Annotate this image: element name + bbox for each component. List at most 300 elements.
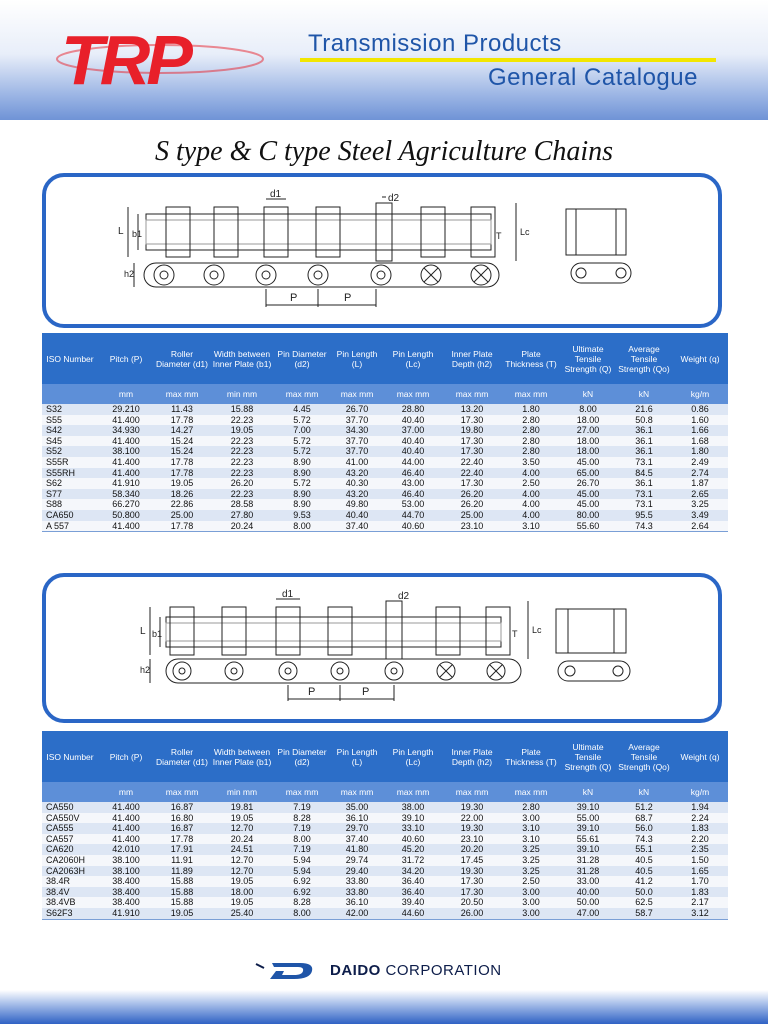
page-header <box>0 0 768 120</box>
table-cell: 55.61 <box>560 834 616 845</box>
table-cell: 53.00 <box>384 499 442 510</box>
table-cell: 19.05 <box>154 478 210 489</box>
table-cell: 42.010 <box>98 844 154 855</box>
unit-cell: max mm <box>154 782 210 802</box>
table-cell: 29.40 <box>330 866 384 877</box>
table-cell: 38.100 <box>98 866 154 877</box>
table-cell: 4.00 <box>502 510 560 521</box>
table-cell: 37.70 <box>330 415 384 426</box>
table-cell: 7.00 <box>274 425 330 436</box>
table-cell: 3.00 <box>502 887 560 898</box>
table-cell: 3.10 <box>502 521 560 532</box>
table-cell: 84.5 <box>616 468 672 479</box>
table-cell: 7.19 <box>274 823 330 834</box>
label-L: L <box>118 226 124 237</box>
daido-brand: DAIDO <box>330 962 381 979</box>
table-row <box>42 415 728 426</box>
table-cell: 29.70 <box>330 823 384 834</box>
table-cell: 1.68 <box>672 436 728 447</box>
col-header: Plate Thickness (T) <box>502 333 560 384</box>
label-d2: d2 <box>388 193 400 204</box>
col-header: Roller Diameter (d1) <box>154 333 210 384</box>
table-cell: 41.910 <box>98 478 154 489</box>
table-cell: 49.80 <box>330 499 384 510</box>
table-row <box>42 425 728 436</box>
table-cell: 40.30 <box>330 478 384 489</box>
table-cell: 26.70 <box>330 404 384 415</box>
iso-number-cell: A 557 <box>42 521 98 532</box>
table-cell: 17.78 <box>154 457 210 468</box>
table-row <box>42 478 728 489</box>
iso-number-cell: S42 <box>42 425 98 436</box>
col-header: Pin Length (L) <box>330 333 384 384</box>
unit-cell: kN <box>616 384 672 404</box>
table-cell: 40.00 <box>560 887 616 898</box>
table-row <box>42 887 728 898</box>
table-cell: 12.70 <box>210 855 274 866</box>
unit-cell: kN <box>616 782 672 802</box>
label-h2: h2 <box>140 665 151 675</box>
table-cell: 33.80 <box>330 887 384 898</box>
iso-number-cell: CA2060H <box>42 855 98 866</box>
table-cell: 38.400 <box>98 887 154 898</box>
s-type-spec-table <box>42 333 728 532</box>
table-cell: 13.20 <box>442 404 502 415</box>
col-header: Ultimate Tensile Strength (Q) <box>560 731 616 782</box>
table-cell: 1.70 <box>672 876 728 887</box>
table-cell: 58.340 <box>98 489 154 500</box>
table-cell: 15.88 <box>210 404 274 415</box>
table-cell: 37.70 <box>330 446 384 457</box>
table-cell: 41.400 <box>98 802 154 813</box>
table-cell: 68.7 <box>616 813 672 824</box>
table-cell: 6.92 <box>274 887 330 898</box>
table-row <box>42 813 728 824</box>
table-cell: 17.30 <box>442 887 502 898</box>
table-cell: 29.210 <box>98 404 154 415</box>
table-cell: 8.00 <box>274 834 330 845</box>
iso-number-cell: S45 <box>42 436 98 447</box>
label-P-2: P <box>344 292 352 304</box>
page-title: S type & C type Steel Agriculture Chains <box>154 136 614 167</box>
table-cell: 74.3 <box>616 521 672 532</box>
table-cell: 45.00 <box>560 489 616 500</box>
iso-number-cell: CA550V <box>42 813 98 824</box>
table-cell: 16.87 <box>154 823 210 834</box>
table-cell: 33.10 <box>384 823 442 834</box>
table-cell: 3.00 <box>502 897 560 908</box>
table-cell: 17.78 <box>154 834 210 845</box>
table-cell: 65.00 <box>560 468 616 479</box>
table-cell: 95.5 <box>616 510 672 521</box>
table-cell: 3.50 <box>502 457 560 468</box>
col-header: Width between Inner Plate (b1) <box>210 731 274 782</box>
table-row <box>42 897 728 908</box>
table-row <box>42 866 728 877</box>
table-cell: 40.40 <box>330 510 384 521</box>
table-cell: 25.40 <box>210 908 274 919</box>
table-cell: 8.00 <box>274 521 330 532</box>
iso-number-cell: CA2063H <box>42 866 98 877</box>
label-b1: b1 <box>152 629 163 639</box>
table-cell: 17.91 <box>154 844 210 855</box>
table-cell: 21.6 <box>616 404 672 415</box>
c-type-chain-drawing <box>42 573 722 723</box>
table-cell: 1.80 <box>672 446 728 457</box>
table-cell: 2.64 <box>672 521 728 532</box>
table-cell: 26.70 <box>560 478 616 489</box>
table-cell: 23.10 <box>442 834 502 845</box>
label-b1: b1 <box>132 229 143 239</box>
s-type-table <box>42 333 728 532</box>
iso-number-cell: S52 <box>42 446 98 457</box>
table-cell: 36.10 <box>330 897 384 908</box>
table-cell: 26.20 <box>442 489 502 500</box>
table-row <box>42 457 728 468</box>
unit-cell: max mm <box>502 782 560 802</box>
iso-number-cell: 38.4V <box>42 887 98 898</box>
table-cell: 39.40 <box>384 897 442 908</box>
table-row <box>42 404 728 415</box>
table-cell: 22.00 <box>442 813 502 824</box>
table-cell: 1.65 <box>672 866 728 877</box>
table-cell: 8.00 <box>274 908 330 919</box>
table-cell: 26.20 <box>210 478 274 489</box>
table-cell: 15.88 <box>154 897 210 908</box>
table-cell: 40.40 <box>384 436 442 447</box>
table-cell: 1.83 <box>672 887 728 898</box>
table-cell: 40.5 <box>616 855 672 866</box>
table-row <box>42 510 728 521</box>
col-header: Inner Plate Depth (h2) <box>442 731 502 782</box>
table-cell: 38.100 <box>98 855 154 866</box>
table-row <box>42 436 728 447</box>
table-cell: 36.1 <box>616 446 672 457</box>
table-cell: 20.20 <box>442 844 502 855</box>
table-cell: 4.00 <box>502 499 560 510</box>
catalogue-subtitle: General Catalogue <box>488 64 698 91</box>
unit-cell: min mm <box>210 782 274 802</box>
table-row <box>42 908 728 919</box>
unit-cell <box>42 782 98 802</box>
table-cell: 62.5 <box>616 897 672 908</box>
col-header: Pin Diameter (d2) <box>274 731 330 782</box>
table-cell: 41.400 <box>98 834 154 845</box>
table-cell: 7.19 <box>274 802 330 813</box>
table-cell: 2.49 <box>672 457 728 468</box>
table-cell: 22.40 <box>442 457 502 468</box>
unit-cell: mm <box>98 384 154 404</box>
table-cell: 2.24 <box>672 813 728 824</box>
label-P-2: P <box>362 686 370 698</box>
c-type-chain-svg <box>46 577 726 727</box>
table-cell: 38.400 <box>98 876 154 887</box>
table-cell: 36.40 <box>384 887 442 898</box>
table-cell: 51.2 <box>616 802 672 813</box>
table-cell: 17.45 <box>442 855 502 866</box>
label-d1: d1 <box>270 189 282 200</box>
table-cell: 34.20 <box>384 866 442 877</box>
table-cell: 40.60 <box>384 834 442 845</box>
table-cell: 22.86 <box>154 499 210 510</box>
table-cell: 22.23 <box>210 436 274 447</box>
table-cell: 23.10 <box>442 521 502 532</box>
table-cell: 55.00 <box>560 813 616 824</box>
table-cell: 27.00 <box>560 425 616 436</box>
table-cell: 19.05 <box>210 425 274 436</box>
table-cell: 74.3 <box>616 834 672 845</box>
table-cell: 7.19 <box>274 844 330 855</box>
table-cell: 37.00 <box>384 425 442 436</box>
label-P-1: P <box>290 292 298 304</box>
table-cell: 18.26 <box>154 489 210 500</box>
iso-number-cell: S55RH <box>42 468 98 479</box>
table-cell: 22.40 <box>442 468 502 479</box>
table-cell: 50.0 <box>616 887 672 898</box>
table-cell: 8.90 <box>274 489 330 500</box>
table-cell: 11.43 <box>154 404 210 415</box>
table-row <box>42 521 728 532</box>
table-cell: 15.24 <box>154 436 210 447</box>
table-cell: 28.80 <box>384 404 442 415</box>
table-cell: 3.25 <box>672 499 728 510</box>
table-cell: 2.80 <box>502 446 560 457</box>
table-cell: 40.5 <box>616 866 672 877</box>
table-cell: 3.00 <box>502 813 560 824</box>
table-cell: 22.23 <box>210 457 274 468</box>
iso-number-cell: 38.4VB <box>42 897 98 908</box>
table-cell: 40.40 <box>384 446 442 457</box>
table-cell: 2.80 <box>502 415 560 426</box>
table-cell: 17.78 <box>154 415 210 426</box>
table-cell: 38.100 <box>98 446 154 457</box>
table-cell: 19.81 <box>210 802 274 813</box>
c-type-spec-table <box>42 731 728 920</box>
table-cell: 17.30 <box>442 478 502 489</box>
col-header: ISO Number <box>42 333 98 384</box>
table-cell: 38.00 <box>384 802 442 813</box>
table-cell: 41.400 <box>98 823 154 834</box>
table-row <box>42 876 728 887</box>
table-cell: 5.72 <box>274 446 330 457</box>
col-header: Pitch (P) <box>98 333 154 384</box>
table-cell: 0.86 <box>672 404 728 415</box>
table-cell: 58.7 <box>616 908 672 919</box>
label-d1: d1 <box>282 589 294 600</box>
table-cell: 41.400 <box>98 468 154 479</box>
table-cell: 17.78 <box>154 468 210 479</box>
table-cell: 17.30 <box>442 876 502 887</box>
col-header: Average Tensile Strength (Qo) <box>616 731 672 782</box>
table-cell: 17.30 <box>442 415 502 426</box>
table-cell: 45.00 <box>560 499 616 510</box>
col-header: Pin Length (Lc) <box>384 333 442 384</box>
col-header: Ultimate Tensile Strength (Q) <box>560 333 616 384</box>
table-cell: 12.70 <box>210 866 274 877</box>
table-cell: 46.40 <box>384 468 442 479</box>
table-cell: 18.00 <box>560 415 616 426</box>
s-type-chain-svg <box>46 177 726 332</box>
table-cell: 5.94 <box>274 866 330 877</box>
table-cell: 38.400 <box>98 897 154 908</box>
table-cell: 37.70 <box>330 436 384 447</box>
unit-cell: max mm <box>442 782 502 802</box>
trp-logo <box>55 28 265 90</box>
table-cell: 40.60 <box>384 521 442 532</box>
col-header: ISO Number <box>42 731 98 782</box>
table-cell: 2.50 <box>502 478 560 489</box>
unit-cell: max mm <box>330 384 384 404</box>
table-row <box>42 802 728 813</box>
table-cell: 37.40 <box>330 834 384 845</box>
c-type-table <box>42 731 728 920</box>
table-cell: 44.70 <box>384 510 442 521</box>
unit-cell <box>42 384 98 404</box>
table-row <box>42 489 728 500</box>
table-cell: 50.8 <box>616 415 672 426</box>
table-cell: 17.30 <box>442 446 502 457</box>
table-cell: 8.90 <box>274 457 330 468</box>
table-cell: 41.80 <box>330 844 384 855</box>
table-cell: 8.28 <box>274 897 330 908</box>
label-T: T <box>512 629 518 639</box>
table-cell: 19.05 <box>210 876 274 887</box>
table-cell: 80.00 <box>560 510 616 521</box>
table-cell: 2.20 <box>672 834 728 845</box>
table-cell: 43.00 <box>384 478 442 489</box>
col-header: Width between Inner Plate (b1) <box>210 333 274 384</box>
table-cell: 39.10 <box>560 802 616 813</box>
table-cell: 9.53 <box>274 510 330 521</box>
table-cell: 14.27 <box>154 425 210 436</box>
table-cell: 73.1 <box>616 457 672 468</box>
table-cell: 2.35 <box>672 844 728 855</box>
table-cell: 50.00 <box>560 897 616 908</box>
table-cell: 19.30 <box>442 802 502 813</box>
unit-cell: max mm <box>274 384 330 404</box>
unit-cell: kN <box>560 384 616 404</box>
table-row <box>42 499 728 510</box>
table-cell: 41.400 <box>98 436 154 447</box>
table-cell: 46.40 <box>384 489 442 500</box>
table-row <box>42 446 728 457</box>
iso-number-cell: S32 <box>42 404 98 415</box>
col-header: Roller Diameter (d1) <box>154 731 210 782</box>
table-cell: 44.60 <box>384 908 442 919</box>
table-cell: 55.60 <box>560 521 616 532</box>
label-d2: d2 <box>398 591 410 602</box>
yellow-divider <box>300 58 716 62</box>
label-L: L <box>140 626 146 637</box>
table-cell: 37.40 <box>330 521 384 532</box>
table-cell: 1.80 <box>502 404 560 415</box>
col-header: Pin Diameter (d2) <box>274 333 330 384</box>
table-cell: 19.05 <box>154 908 210 919</box>
table-cell: 1.83 <box>672 823 728 834</box>
table-cell: 8.90 <box>274 468 330 479</box>
table-cell: 2.80 <box>502 802 560 813</box>
s-type-chain-drawing <box>42 173 722 328</box>
table-cell: 29.74 <box>330 855 384 866</box>
table-cell: 19.05 <box>210 897 274 908</box>
table-cell: 26.00 <box>442 908 502 919</box>
table-cell: 47.00 <box>560 908 616 919</box>
col-header: Pitch (P) <box>98 731 154 782</box>
table-cell: 19.05 <box>210 813 274 824</box>
s-type-table-body <box>42 404 728 532</box>
label-P-1: P <box>308 686 316 698</box>
table-cell: 19.80 <box>442 425 502 436</box>
iso-number-cell: CA557 <box>42 834 98 845</box>
table-row <box>42 844 728 855</box>
table-cell: 36.10 <box>330 813 384 824</box>
table-cell: 2.80 <box>502 425 560 436</box>
col-header: Inner Plate Depth (h2) <box>442 333 502 384</box>
unit-cell: max mm <box>442 384 502 404</box>
table-cell: 28.58 <box>210 499 274 510</box>
table-cell: 73.1 <box>616 499 672 510</box>
col-header: Plate Thickness (T) <box>502 731 560 782</box>
table-cell: 2.80 <box>502 436 560 447</box>
table-cell: 8.00 <box>560 404 616 415</box>
col-header: Weight (q) <box>672 731 728 782</box>
label-Lc: Lc <box>532 625 542 635</box>
table-cell: 55.1 <box>616 844 672 855</box>
table-cell: 3.25 <box>502 844 560 855</box>
iso-number-cell: S88 <box>42 499 98 510</box>
table-cell: 1.60 <box>672 415 728 426</box>
table-cell: 34.30 <box>330 425 384 436</box>
label-Lc: Lc <box>520 227 530 237</box>
table-cell: 25.00 <box>154 510 210 521</box>
c-type-table-body <box>42 802 728 919</box>
table-cell: 5.94 <box>274 855 330 866</box>
unit-cell: max mm <box>154 384 210 404</box>
unit-cell: max mm <box>384 384 442 404</box>
table-cell: 35.00 <box>330 802 384 813</box>
daido-corporation-wordmark <box>330 962 502 979</box>
table-cell: 2.50 <box>502 876 560 887</box>
table-cell: 36.1 <box>616 425 672 436</box>
table-cell: 2.74 <box>672 468 728 479</box>
table-cell: 41.00 <box>330 457 384 468</box>
table-cell: 12.70 <box>210 823 274 834</box>
table-row <box>42 468 728 479</box>
table-cell: 56.0 <box>616 823 672 834</box>
table-cell: 15.88 <box>154 887 210 898</box>
table-cell: 26.20 <box>442 499 502 510</box>
table-cell: 43.20 <box>330 489 384 500</box>
table-cell: 1.87 <box>672 478 728 489</box>
table-cell: 27.80 <box>210 510 274 521</box>
table-cell: 34.930 <box>98 425 154 436</box>
table-cell: 42.00 <box>330 908 384 919</box>
table-cell: 3.25 <box>502 855 560 866</box>
unit-cell: kg/m <box>672 384 728 404</box>
table-cell: 22.23 <box>210 446 274 457</box>
table-cell: 44.00 <box>384 457 442 468</box>
daido-corp: CORPORATION <box>380 962 502 979</box>
col-header: Average Tensile Strength (Qo) <box>616 333 672 384</box>
table-cell: 17.78 <box>154 521 210 532</box>
label-h2: h2 <box>124 269 135 279</box>
catalogue-title: Transmission Products <box>308 30 562 57</box>
iso-number-cell: S55R <box>42 457 98 468</box>
table-cell: 5.72 <box>274 436 330 447</box>
iso-number-cell: 38.4R <box>42 876 98 887</box>
table-cell: 33.00 <box>560 876 616 887</box>
col-header: Pin Length (Lc) <box>384 731 442 782</box>
